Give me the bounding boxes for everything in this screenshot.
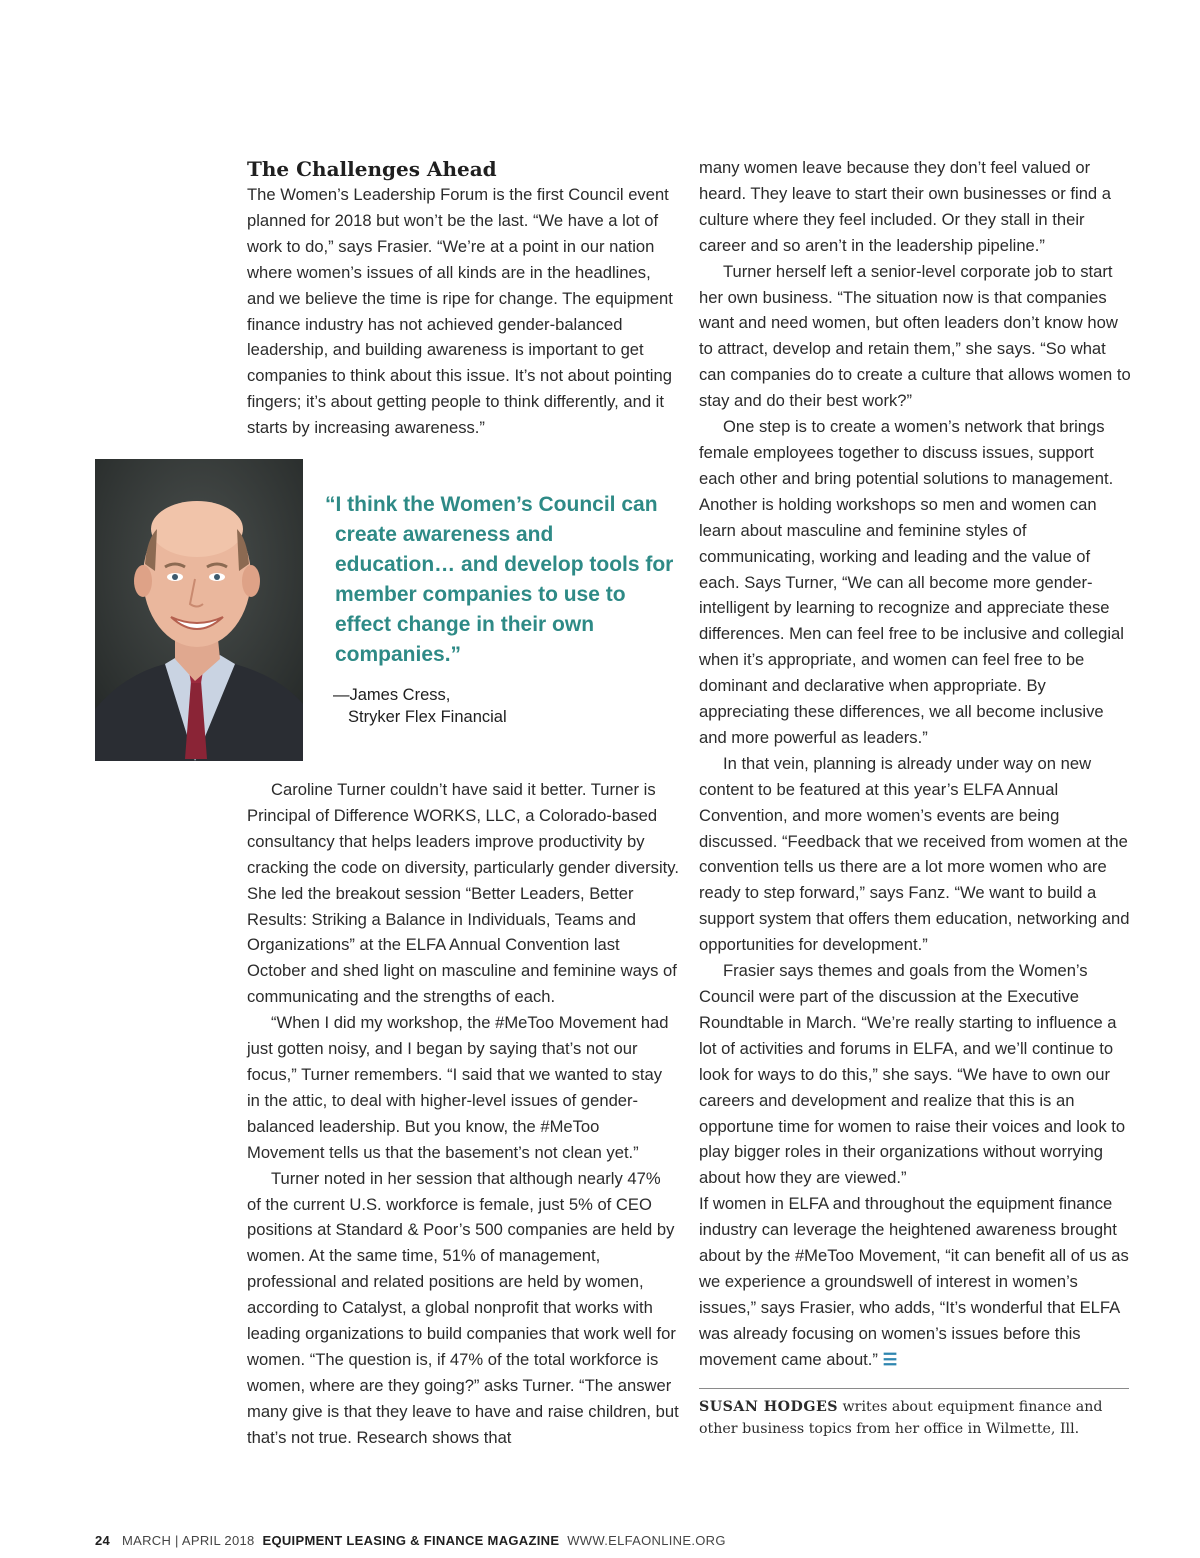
page-number: 24 [95, 1533, 111, 1548]
left-column-bottom [247, 777, 679, 1451]
author-bio-text: writes about equipment finance and other business topics from her office in Wilmette, Ill. [699, 1399, 1103, 1437]
body-paragraph: One step is to create a women’s network that brings female employees together to discuss issues, support each other and bring potential solutions to management. Another is holding workshops so men and women can learn about masculine and feminine styles of communicating, working and leading and the value of each. Says Turner, “We can all become more gender-intelligent by learning to recognize and appreciate these differences. Men can feel free to be inclusive and collegial when it’s appropriate, and women can feel free to be dominant and declarative when appropriate. By appreciating these differences, we all become inclusive and more powerful as leaders.” [699, 417, 1124, 747]
attribution-name: —James Cress, [333, 686, 451, 704]
body-paragraph: “When I did my workshop, the #MeToo Movement had just gotten noisy, and I began by saying that’s not our focus,” Turner remembers. “I said that we wanted to stay in the attic, to deal with higher-level issues of gender-balanced leadership. But you know, the #MeToo Movement tells us that the basement’s not clean yet.” [247, 1013, 669, 1162]
body-paragraph: Frasier says themes and goals from the Women’s Council were part of the discussion at the Executive Roundtable in March. “We’re really starting to influence a lot of activities and forums in ELFA, and we’ll continue to look for ways to do this,” she says. “We have to own our careers and development and realize that this is an opportune time for women to raise their voices and look to play bigger roles in their organizations without worrying about how they are viewed.” [699, 961, 1126, 1188]
pull-quote-attribution [333, 684, 507, 728]
body-paragraph: many women leave because they don’t feel valued or heard. They leave to start their own businesses or find a culture where they feel included. Or they stall in their career and so aren’t in the leadership pipeline.” [699, 158, 1111, 255]
portrait-illustration [95, 459, 303, 761]
attribution-company: Stryker Flex Financial [348, 708, 507, 726]
final-paragraph-text: If women in ELFA and throughout the equipment finance industry can leverage the heightened awareness brought about by the #MeToo Movement, “it can benefit all of us as we experience a groundswell of interest in women’s issues,” says Frasier, who adds, “It’s wonderful that ELFA was already focusing on women’s issues before this movement came about.” [699, 1194, 1129, 1369]
right-column [699, 155, 1131, 1373]
author-bio [699, 1396, 1131, 1440]
pull-quote: “I think the Women’s Council can create awareness and education… and develop tools for member companies to use to effect change in their own companies.” [325, 493, 674, 666]
body-paragraph: Turner herself left a senior-level corporate job to start her own business. “The situation now is that companies want and need women, but often leaders don’t know how to attract, develop and retain them,” she says. “So what can companies do to create a culture that allows women to stay and do their best work?” [699, 261, 1131, 411]
portrait-photo [95, 459, 303, 761]
body-paragraph: The Women’s Leadership Forum is the first Council event planned for 2018 but won’t be the last. “We have a lot of work to do,” says Frasier. “We’re at a point in our nation where women’s issues of all kinds are in the headlines, and we believe the time is ripe for change. The equipment finance industry has not achieved gender-balanced leadership, and building awareness is important to get companies to think about this issue. It’s not about pointing fingers; it’s about getting people to think differently, and it starts by increasing awareness.” [247, 185, 673, 438]
left-column-top [247, 155, 679, 441]
final-paragraph [699, 1191, 1131, 1372]
body-paragraph: Caroline Turner couldn’t have said it better. Turner is Principal of Difference WORKS, LLC, a Colorado-based consultancy that helps leaders improve productivity by cracking the code on diversity, particularly gender diversity. She led the breakout session “Better Leaders, Better Results: Striking a Balance in Individuals, Teams and Organizations” at the ELFA Annual Convention last October and shed light on masculine and feminine ways of communicating and the strengths of each. [247, 780, 679, 1007]
bio-divider [699, 1388, 1129, 1389]
magazine-name: EQUIPMENT LEASING & FINANCE MAGAZINE [262, 1533, 560, 1548]
body-paragraph: In that vein, planning is already under way on new content to be featured at this year’s ELFA Annual Convention, and more women’s events are being discussed. “Feedback that we received from women at the convention tells us there are a lot more women who are ready to step forward,” says Fanz. “We want to build a support system that offers them education, networking and opportunities for development.” [699, 753, 1130, 955]
website-url: WWW.ELFAONLINE.ORG [567, 1533, 726, 1548]
end-mark-icon: ☰ [882, 1349, 898, 1369]
page-footer [95, 1533, 726, 1548]
body-paragraph: Turner noted in her session that although nearly 47% of the current U.S. workforce is female, just 5% of CEO positions at Standard & Poor’s 500 companies are held by women. At the same time, 51% of management, professional and related positions are held by women, according to Catalyst, a global nonprofit that works with leading organizations to build companies that work well for women. “The question is, if 47% of the total workforce is women, where are they going?” asks Turner. “The answer many give is that they leave to have and raise children, but that’s not true. Research shows that [247, 1168, 679, 1447]
section-heading: The Challenges Ahead [247, 157, 497, 181]
issue-date: MARCH | APRIL 2018 [121, 1533, 255, 1548]
author-name: SUSAN HODGES [699, 1399, 839, 1415]
